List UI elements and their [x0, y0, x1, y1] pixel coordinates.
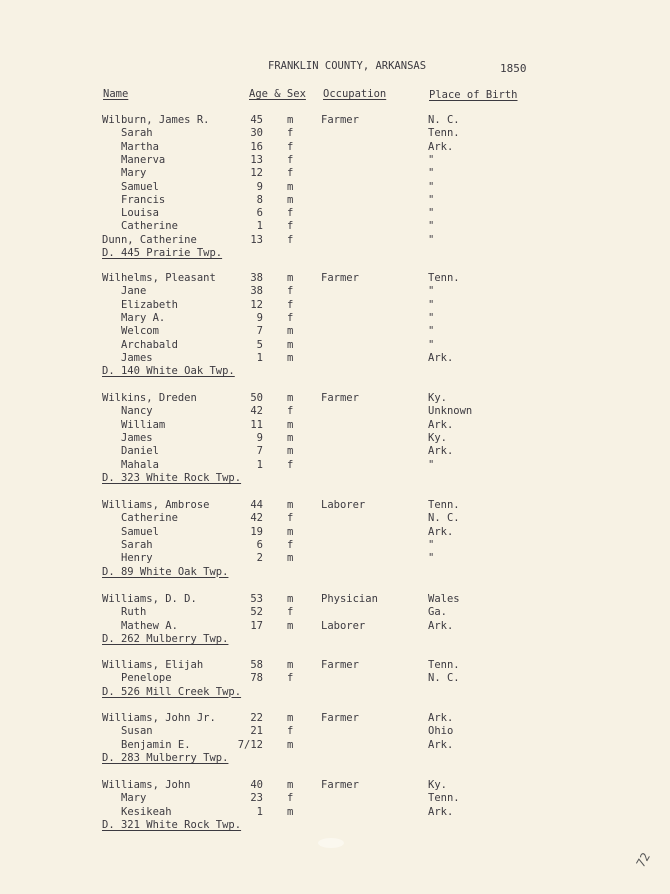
person-birthplace: Ark.: [428, 525, 454, 538]
person-sex: m: [287, 180, 294, 193]
person-name: Wilhelms, Pleasant: [102, 272, 216, 284]
person-age: 2: [256, 552, 263, 565]
person-name: Mary: [121, 167, 147, 180]
person-birthplace: Ark.: [428, 351, 454, 364]
person-occupation: Farmer: [321, 114, 359, 126]
person-sex: m: [287, 805, 294, 818]
county-title: FRANKLIN COUNTY, ARKANSAS: [268, 60, 427, 72]
person-sex: m: [287, 418, 294, 431]
person-sex: m: [287, 193, 294, 206]
person-occupation: Farmer: [321, 712, 359, 724]
person-birthplace: ": [428, 325, 435, 338]
person-name: Wilkins, Dreden: [102, 392, 197, 404]
person-age: 9: [256, 431, 263, 444]
person-sex: f: [287, 207, 294, 220]
person-name: Nancy: [121, 405, 153, 418]
person-name: Catherine: [121, 512, 178, 525]
person-name: Mathew A.: [121, 619, 178, 632]
person-name: Catherine: [121, 220, 178, 233]
person-name: William: [121, 418, 166, 431]
person-name: Kesikeah: [121, 805, 172, 818]
dwelling-township: D. 445 Prairie Twp.: [102, 247, 223, 259]
person-age: 45: [250, 114, 263, 126]
person-name: Daniel: [121, 445, 159, 458]
person-sex: f: [287, 405, 294, 418]
person-age: 7/12: [237, 738, 263, 751]
header-occupation: Occupation: [323, 88, 387, 100]
header-place-of-birth: Place of Birth: [429, 89, 518, 101]
person-name: Mahala: [121, 458, 159, 471]
person-birthplace: ": [428, 193, 435, 206]
person-birthplace: N. C.: [428, 114, 460, 126]
dwelling-township: D. 262 Mulberry Twp.: [102, 632, 229, 645]
person-birthplace: ": [428, 458, 435, 471]
person-occupation: Farmer: [321, 272, 359, 284]
person-sex: f: [287, 725, 294, 738]
person-age: 5: [256, 338, 263, 351]
person-sex: m: [287, 712, 294, 724]
person-sex: f: [287, 512, 294, 525]
person-birthplace: Unknown: [428, 405, 473, 418]
person-name: Louisa: [121, 207, 159, 220]
person-birthplace: Tenn.: [428, 499, 460, 511]
person-age: 38: [250, 285, 263, 298]
person-age: 1: [256, 458, 263, 471]
person-name: Samuel: [121, 180, 159, 193]
person-age: 42: [250, 512, 263, 525]
person-occupation: Physician: [321, 593, 378, 605]
person-age: 6: [256, 207, 263, 220]
person-name: Williams, John: [102, 779, 191, 791]
person-sex: m: [287, 593, 294, 605]
person-sex: f: [287, 538, 294, 551]
person-sex: f: [287, 220, 294, 233]
person-age: 50: [250, 392, 263, 404]
person-sex: m: [287, 619, 294, 632]
person-age: 12: [250, 167, 263, 180]
person-age: 78: [250, 672, 263, 685]
person-age: 1: [256, 220, 263, 233]
person-age: 21: [250, 725, 263, 738]
person-birthplace: Ark.: [428, 712, 454, 724]
person-sex: f: [287, 167, 294, 180]
person-name: Williams, John Jr.: [102, 712, 216, 724]
person-name: Martha: [121, 140, 159, 153]
dwelling-township: D. 283 Mulberry Twp.: [102, 751, 229, 764]
person-age: 11: [250, 418, 263, 431]
person-birthplace: Ky.: [428, 779, 447, 791]
person-sex: f: [287, 458, 294, 471]
person-age: 1: [256, 805, 263, 818]
person-sex: m: [287, 114, 294, 126]
person-sex: f: [287, 298, 294, 311]
person-name: Benjamin E.: [121, 738, 191, 751]
person-birthplace: ": [428, 153, 435, 166]
person-name: Sarah: [121, 127, 153, 140]
person-age: 30: [250, 127, 263, 140]
person-name: Manerva: [121, 153, 166, 166]
person-birthplace: Ark.: [428, 619, 454, 632]
person-age: 58: [250, 659, 263, 671]
person-sex: f: [287, 127, 294, 140]
person-birthplace: Tenn.: [428, 127, 460, 140]
person-birthplace: Ky.: [428, 431, 447, 444]
person-age: 17: [250, 619, 263, 632]
person-age: 13: [250, 153, 263, 166]
dwelling-township: D. 526 Mill Creek Twp.: [102, 685, 242, 698]
person-occupation: Laborer: [321, 499, 366, 511]
person-age: 40: [250, 779, 263, 791]
person-birthplace: ": [428, 220, 435, 233]
person-name: Welcom: [121, 325, 159, 338]
person-age: 9: [256, 180, 263, 193]
person-sex: m: [287, 552, 294, 565]
person-occupation: Farmer: [321, 779, 359, 791]
person-age: 19: [250, 525, 263, 538]
person-birthplace: Ky.: [428, 392, 447, 404]
person-sex: m: [287, 392, 294, 404]
person-name: Penelope: [121, 672, 172, 685]
person-name: Jane: [121, 285, 147, 298]
person-sex: m: [287, 338, 294, 351]
person-age: 6: [256, 538, 263, 551]
person-name: Williams, Elijah: [102, 659, 204, 671]
person-age: 53: [250, 593, 263, 605]
paper-smudge: [318, 838, 344, 848]
person-age: 23: [250, 792, 263, 805]
person-age: 44: [250, 499, 263, 511]
person-name: Williams, Ambrose: [102, 499, 210, 511]
person-birthplace: Ark.: [428, 805, 454, 818]
person-birthplace: ": [428, 233, 435, 246]
person-name: James: [121, 431, 153, 444]
person-birthplace: ": [428, 285, 435, 298]
person-birthplace: ": [428, 552, 435, 565]
person-birthplace: ": [428, 311, 435, 324]
person-name: Sarah: [121, 538, 153, 551]
person-sex: m: [287, 499, 294, 511]
person-name: Henry: [121, 552, 153, 565]
person-name: Ruth: [121, 606, 147, 619]
person-birthplace: Tenn.: [428, 659, 460, 671]
person-sex: m: [287, 445, 294, 458]
person-sex: m: [287, 351, 294, 364]
person-age: 9: [256, 311, 263, 324]
person-sex: f: [287, 672, 294, 685]
person-occupation: Farmer: [321, 392, 359, 404]
dwelling-township: D. 323 White Rock Twp.: [102, 471, 242, 484]
person-birthplace: Tenn.: [428, 272, 460, 284]
person-age: 42: [250, 405, 263, 418]
person-birthplace: ": [428, 338, 435, 351]
person-sex: m: [287, 325, 294, 338]
person-name: Wilburn, James R.: [102, 114, 210, 126]
person-name: Williams, D. D.: [102, 593, 197, 605]
person-birthplace: ": [428, 167, 435, 180]
header-name: Name: [103, 88, 129, 100]
person-age: 52: [250, 606, 263, 619]
person-birthplace: Ohio: [428, 725, 454, 738]
person-name: Elizabeth: [121, 298, 178, 311]
person-name: Mary: [121, 792, 147, 805]
person-name: Mary A.: [121, 311, 166, 324]
person-sex: m: [287, 659, 294, 671]
person-age: 7: [256, 445, 263, 458]
person-sex: f: [287, 792, 294, 805]
person-age: 7: [256, 325, 263, 338]
person-birthplace: N. C.: [428, 512, 460, 525]
person-age: 8: [256, 193, 263, 206]
person-name: James: [121, 351, 153, 364]
person-age: 16: [250, 140, 263, 153]
person-sex: m: [287, 525, 294, 538]
person-birthplace: Ark.: [428, 445, 454, 458]
person-name: Dunn, Catherine: [102, 233, 197, 246]
person-name: Archabald: [121, 338, 178, 351]
person-age: 38: [250, 272, 263, 284]
person-name: Samuel: [121, 525, 159, 538]
person-sex: f: [287, 285, 294, 298]
person-sex: f: [287, 140, 294, 153]
person-birthplace: ": [428, 538, 435, 551]
person-sex: m: [287, 431, 294, 444]
census-year: 1850: [500, 62, 527, 75]
header-age-sex: Age & Sex: [249, 88, 306, 100]
dwelling-township: D. 89 White Oak Twp.: [102, 565, 229, 578]
person-birthplace: Ark.: [428, 738, 454, 751]
person-occupation: Laborer: [321, 619, 366, 632]
person-sex: m: [287, 779, 294, 791]
person-birthplace: Tenn.: [428, 792, 460, 805]
person-sex: f: [287, 311, 294, 324]
person-birthplace: Ark.: [428, 140, 454, 153]
person-sex: m: [287, 738, 294, 751]
dwelling-township: D. 321 White Rock Twp.: [102, 818, 242, 831]
person-age: 13: [250, 233, 263, 246]
person-birthplace: Ark.: [428, 418, 454, 431]
person-sex: f: [287, 606, 294, 619]
person-name: Susan: [121, 725, 153, 738]
person-birthplace: Wales: [428, 593, 460, 605]
person-birthplace: ": [428, 207, 435, 220]
dwelling-township: D. 140 White Oak Twp.: [102, 365, 235, 378]
person-sex: f: [287, 233, 294, 246]
person-name: Francis: [121, 193, 166, 206]
person-birthplace: Ga.: [428, 606, 447, 619]
person-birthplace: N. C.: [428, 672, 460, 685]
person-birthplace: ": [428, 180, 435, 193]
person-age: 22: [250, 712, 263, 724]
person-birthplace: ": [428, 298, 435, 311]
person-sex: m: [287, 272, 294, 284]
page-number: 72: [633, 850, 653, 870]
person-age: 1: [256, 351, 263, 364]
person-sex: f: [287, 153, 294, 166]
person-occupation: Farmer: [321, 659, 359, 671]
person-age: 12: [250, 298, 263, 311]
